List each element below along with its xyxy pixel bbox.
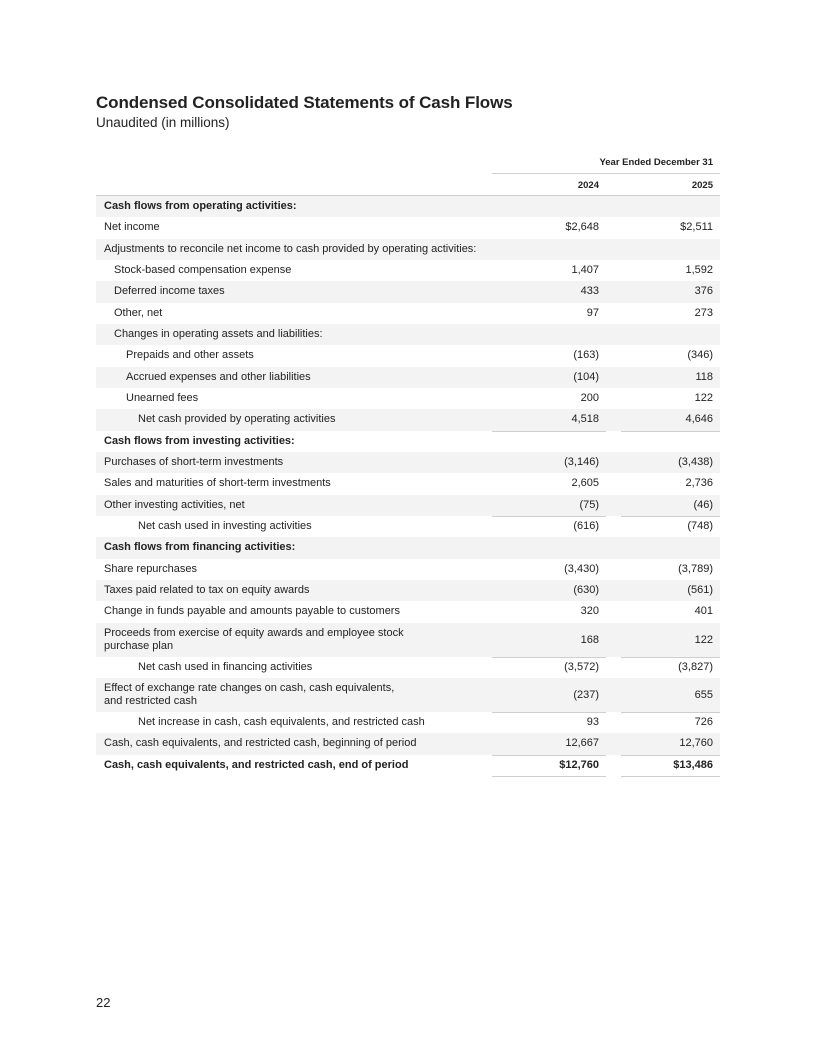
table-row xyxy=(96,281,720,302)
value-2025: $13,486 xyxy=(673,758,713,771)
value-2025: 655 xyxy=(694,688,713,701)
underline-2024 xyxy=(492,776,606,777)
value-2025: 401 xyxy=(694,605,713,618)
underline-2025 xyxy=(621,776,720,777)
value-2025: (748) xyxy=(687,519,713,532)
year-2024-label: 2024 xyxy=(577,180,599,191)
row-label: Net increase in cash, cash equivalents, and restricted cash xyxy=(138,715,425,728)
value-2025: $2,511 xyxy=(680,221,713,234)
table-row xyxy=(96,217,720,238)
value-2025: (3,789) xyxy=(678,562,713,575)
value-2024: 200 xyxy=(580,391,599,404)
row-label: Adjustments to reconcile net income to cash provided by operating activities: xyxy=(104,242,477,255)
row-label: Sales and maturities of short-term investments xyxy=(104,477,331,490)
value-2024: 433 xyxy=(580,285,599,298)
row-label: Other investing activities, net xyxy=(104,498,245,511)
table-body xyxy=(96,196,720,776)
row-label: Cash flows from financing activities: xyxy=(104,541,296,554)
page-subtitle: Unaudited (in millions) xyxy=(96,115,230,130)
value-2024: (163) xyxy=(573,349,599,362)
row-label: Net income xyxy=(104,221,160,234)
value-2025: (346) xyxy=(687,349,713,362)
row-label: Share repurchases xyxy=(104,562,197,575)
row-label: Changes in operating assets and liabilities: xyxy=(114,327,323,340)
value-2024: 2,605 xyxy=(571,477,599,490)
value-2024: 1,407 xyxy=(571,263,599,276)
value-2024: (3,430) xyxy=(564,562,599,575)
value-2024: 4,518 xyxy=(571,413,599,426)
table-row xyxy=(96,516,720,537)
value-2025: 726 xyxy=(694,715,713,728)
value-2025: (46) xyxy=(693,498,713,511)
row-label: Unearned fees xyxy=(126,391,199,404)
table-row xyxy=(96,623,720,657)
row-label: Change in funds payable and amounts payable to customers xyxy=(104,605,400,618)
value-2024: (75) xyxy=(579,498,599,511)
table-row xyxy=(96,580,720,601)
row-label: Net cash used in investing activities xyxy=(138,519,312,532)
value-2024: (3,146) xyxy=(564,455,599,468)
value-2025: 1,592 xyxy=(685,263,713,276)
table-row xyxy=(96,239,720,260)
value-2025: (561) xyxy=(687,583,713,596)
value-2025: (3,438) xyxy=(678,455,713,468)
row-label: Other, net xyxy=(114,306,163,319)
row-label: Cash flows from investing activities: xyxy=(104,434,295,447)
value-2025: 4,646 xyxy=(685,413,713,426)
table-row xyxy=(96,559,720,580)
table-row xyxy=(96,733,720,754)
row-label: Accrued expenses and other liabilities xyxy=(126,370,311,383)
year-header xyxy=(96,174,720,196)
value-2024: $2,648 xyxy=(565,221,599,234)
row-label: Taxes paid related to tax on equity awards xyxy=(104,583,310,596)
year-2025-label: 2025 xyxy=(691,180,713,191)
row-label: Stock-based compensation expense xyxy=(114,263,292,276)
table-row xyxy=(96,657,720,678)
table-row xyxy=(96,303,720,324)
value-2025: 2,736 xyxy=(685,477,713,490)
value-2024: 168 xyxy=(580,633,599,646)
value-2025: 118 xyxy=(695,370,713,383)
value-2024: (3,572) xyxy=(564,660,599,673)
table-row xyxy=(96,755,720,776)
row-label: Cash, cash equivalents, and restricted cash, end of period xyxy=(104,758,409,771)
table-row xyxy=(96,495,720,516)
value-2025: 122 xyxy=(694,391,713,404)
value-2024: (104) xyxy=(573,370,599,383)
table-row xyxy=(96,473,720,494)
table-row xyxy=(96,712,720,733)
row-label: Effect of exchange rate changes on cash, cash equivalents, and restricted cash xyxy=(104,681,395,707)
table-row xyxy=(96,409,720,430)
value-2024: 93 xyxy=(586,715,599,728)
row-label: Net cash used in financing activities xyxy=(138,660,313,673)
cash-flow-table xyxy=(96,152,720,776)
page-title: Condensed Consolidated Statements of Cash Flows xyxy=(96,93,513,112)
table-row xyxy=(96,431,720,452)
table-row xyxy=(96,452,720,473)
row-label: Cash, cash equivalents, and restricted cash, beginning of period xyxy=(104,737,417,750)
value-2024: (616) xyxy=(573,519,599,532)
table-row xyxy=(96,367,720,388)
period-header xyxy=(96,152,720,174)
table-row xyxy=(96,196,720,217)
row-label: Proceeds from exercise of equity awards and employee stock purchase plan xyxy=(104,626,404,652)
value-2025: 12,760 xyxy=(679,737,713,750)
value-2024: $12,760 xyxy=(559,758,599,771)
row-label: Purchases of short-term investments xyxy=(104,455,284,468)
table-row xyxy=(96,324,720,345)
row-label: Prepaids and other assets xyxy=(126,349,254,362)
row-label: Cash flows from operating activities: xyxy=(104,200,297,212)
value-2024: 97 xyxy=(586,306,599,319)
value-2024: 12,667 xyxy=(565,737,599,750)
value-2025: 376 xyxy=(694,285,713,298)
value-2025: (3,827) xyxy=(678,660,713,673)
table-row xyxy=(96,537,720,558)
table-row xyxy=(96,345,720,366)
table-row xyxy=(96,388,720,409)
value-2024: (630) xyxy=(573,583,599,596)
row-label: Deferred income taxes xyxy=(114,285,225,298)
value-2025: 273 xyxy=(694,306,713,319)
table-row xyxy=(96,601,720,622)
period-label: Year Ended December 31 xyxy=(599,157,713,168)
value-2024: 320 xyxy=(580,605,599,618)
row-label: Net cash provided by operating activities xyxy=(138,413,336,426)
value-2024: (237) xyxy=(573,688,599,701)
page-number: 22 xyxy=(96,995,111,1010)
table-row xyxy=(96,678,720,712)
value-2025: 122 xyxy=(694,633,713,646)
table-row xyxy=(96,260,720,281)
